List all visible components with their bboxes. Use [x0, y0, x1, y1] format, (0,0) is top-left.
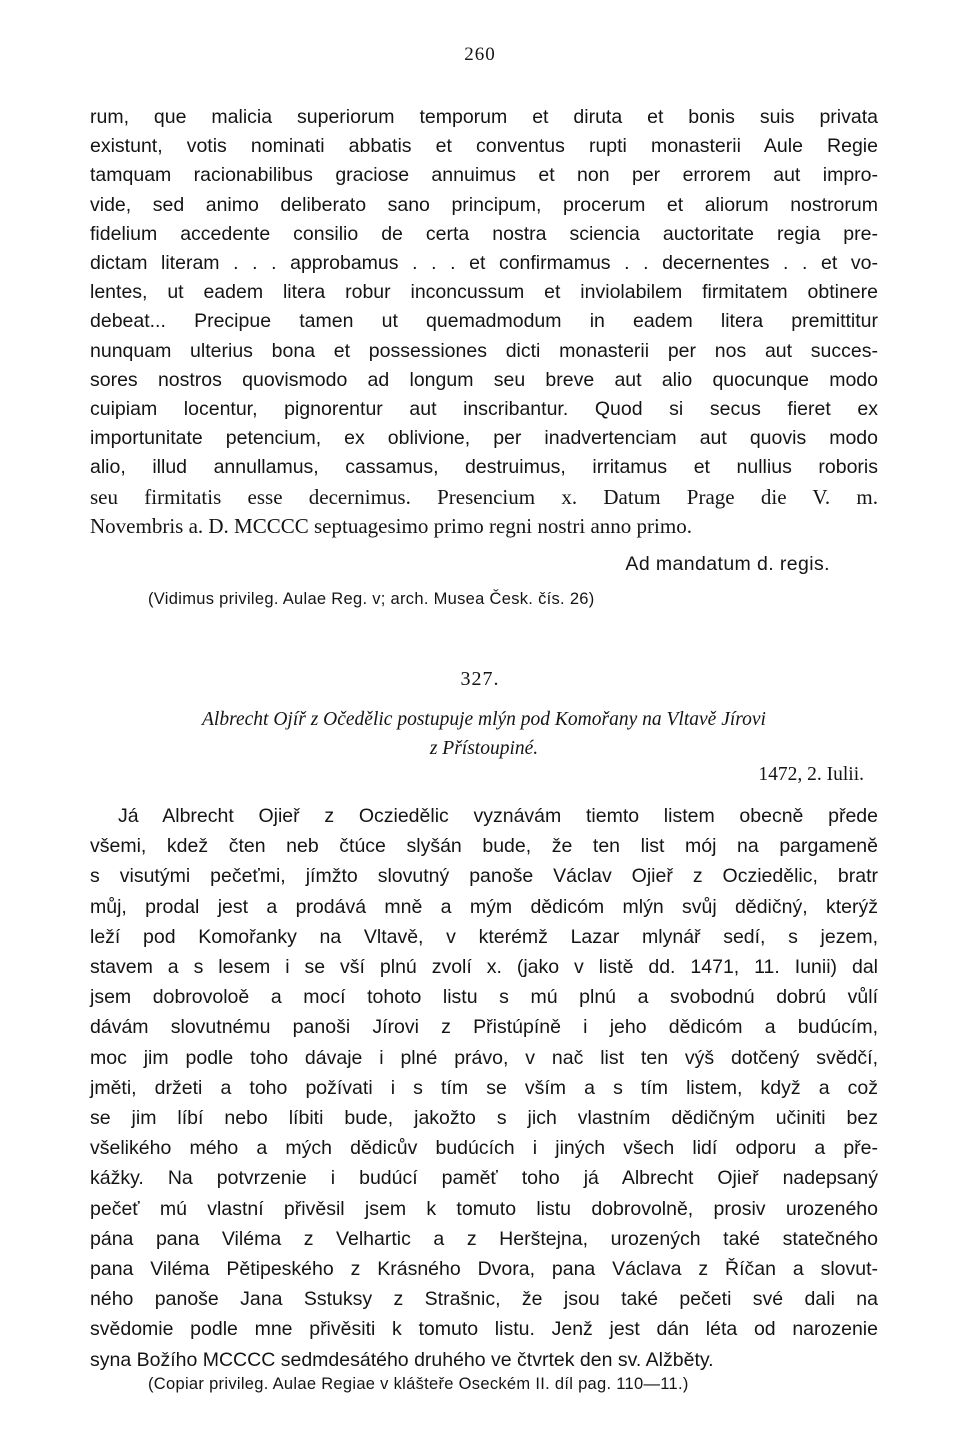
source-citation: (Vidimus privileg. Aulae Reg. v; arch. Musea Česk. čís. 26) — [148, 590, 595, 608]
text-line: s visutými pečeťmi, jímžto slovutný panoše Václav Ojieř z Ocziedělic, bratr — [90, 865, 878, 888]
text-line: se jim líbí nebo líbiti bude, jakožto s jich vlastním dědičným učiniti bez — [90, 1107, 878, 1130]
text-line: debeat... Precipue tamen ut quemadmodum in eadem litera premittitur — [90, 310, 878, 333]
text-line: jměti, držeti a toho požívati i s tím se vším a s tím listem, když a což — [90, 1076, 878, 1099]
text-line: můj, prodal jest a prodává mně a mým dědicóm mlýn svůj dědičný, kterýž — [90, 895, 878, 918]
text-line: importunitate petencium, ex oblivione, per inadvertenciam aut quovis modo — [90, 427, 878, 450]
text-line: nunquam ulterius bona et possessiones dicti monasterii per nos aut succes- — [90, 339, 878, 362]
text-line: Novembris a. D. MCCCC septuagesimo primo regni nostri anno primo. — [90, 513, 692, 538]
text-line: tamquam racionabilibus graciose annuimus et non per errorem aut impro- — [90, 164, 878, 187]
text-line: pana Viléma Pětipeského z Krásného Dvora, pana Václava z Říčan a slovut- — [90, 1258, 878, 1281]
text-line: dávám slovutnému panoši Jírovi z Přistúpíně i jeho dědicóm a budúcím, — [90, 1016, 878, 1039]
text-line: syna Božího MCCCC sedmdesátého druhého ve čtvrtek den sv. Alžběty. — [90, 1348, 714, 1371]
czech-charter-text — [90, 801, 878, 1375]
text-line: rum, que malicia superiorum temporum et diruta et bonis suis privata — [90, 106, 878, 128]
text-line: lentes, ut eadem litera robur inconcussum et inviolabilem firmitatem obtinere — [90, 281, 878, 304]
latin-charter-text — [90, 103, 878, 541]
text-line: existunt, votis nominati abbatis et conventus rupti monasterii Aule Regie — [90, 135, 878, 158]
text-line: všelikého mého a mých dědicův budúcích i jiných všech lidí odporu a pře- — [90, 1137, 878, 1160]
heading-line: z Přístoupiné. — [429, 738, 539, 759]
document-number: 327. — [460, 668, 500, 690]
text-line: všemi, kdež čten neb čtúce slyšán bude, že ten list mój na pargamenĕ — [90, 835, 878, 858]
text-line: Já Albrecht Ojieř z Ocziedělic vyznávám tiemto listem obecně přede — [118, 805, 878, 827]
text-line: cuipiam locentur, pignorentur aut inscribantur. Quod si secus fieret ex — [90, 398, 878, 421]
text-line: pečeť mú vlastní přivěsil jsem k tomuto listu dobrovolně, prosiv urozeného — [90, 1197, 878, 1220]
text-line: moc jim podle toho dávaje i plné právo, v nač list ten výš dotčený svědčí, — [90, 1046, 878, 1069]
text-line: ného panoše Jana Sstuksy z Strašnic, že jsou také pečeti své dali na — [90, 1288, 878, 1311]
text-line: stavem a s lesem i se vší plnú zvolí x. (jako v listě dd. 1471, 11. Iunii) dal — [90, 956, 878, 979]
text-line: fidelium accedente consilio de certa nostra sciencia auctoritate regia pre- — [90, 222, 878, 245]
heading-line: Albrecht Ojíř z Očedělic postupuje mlýn pod Komořany na Vltavě Jírovi — [202, 709, 766, 730]
royal-mandate-note: Ad mandatum d. regis. — [625, 553, 830, 575]
text-line: jsem dobrovoloě a mocí tohoto listu s mú plnú a svobodnú dobrú vůlí — [90, 986, 878, 1009]
text-line: vide, sed animo deliberato sano principum, procerum et aliorum nostrorum — [90, 193, 878, 216]
page-number: 260 — [464, 44, 496, 65]
text-line: kážky. Na potvrzenie i budúcí paměť toho já Albrecht Ojieř nadepsaný — [90, 1167, 878, 1190]
document-date: 1472, 2. Iulii. — [758, 764, 864, 785]
text-line: sores nostros quovismodo ad longum seu breve aut alio quocunque modo — [90, 368, 878, 391]
footer-citation: (Copiar privileg. Aulae Regiae v klášteře Oseckém II. díl pag. 110—11.) — [148, 1375, 689, 1393]
text-line: seu firmitatis esse decernimus. Presencium x. Datum Prage die V. m. — [90, 484, 878, 509]
text-line: pána pana Viléma z Velhartic a z Herštejna, urozených také statečného — [90, 1227, 878, 1250]
text-line: leží pod Komořanky na Vltavě, v kterémž Lazar mlynář sedí, s jezem, — [90, 925, 878, 948]
document-heading — [90, 705, 878, 763]
text-line: svědomie podle mne přivěsiti k tomuto listu. Jenž jest dán léta od narozenie — [90, 1318, 878, 1341]
text-line: dictam literam . . . approbamus . . . et confirmamus . . decernentes . . et vo- — [90, 252, 878, 275]
text-line: alio, illud annullamus, cassamus, destruimus, irritamus et nullius roboris — [90, 456, 878, 479]
